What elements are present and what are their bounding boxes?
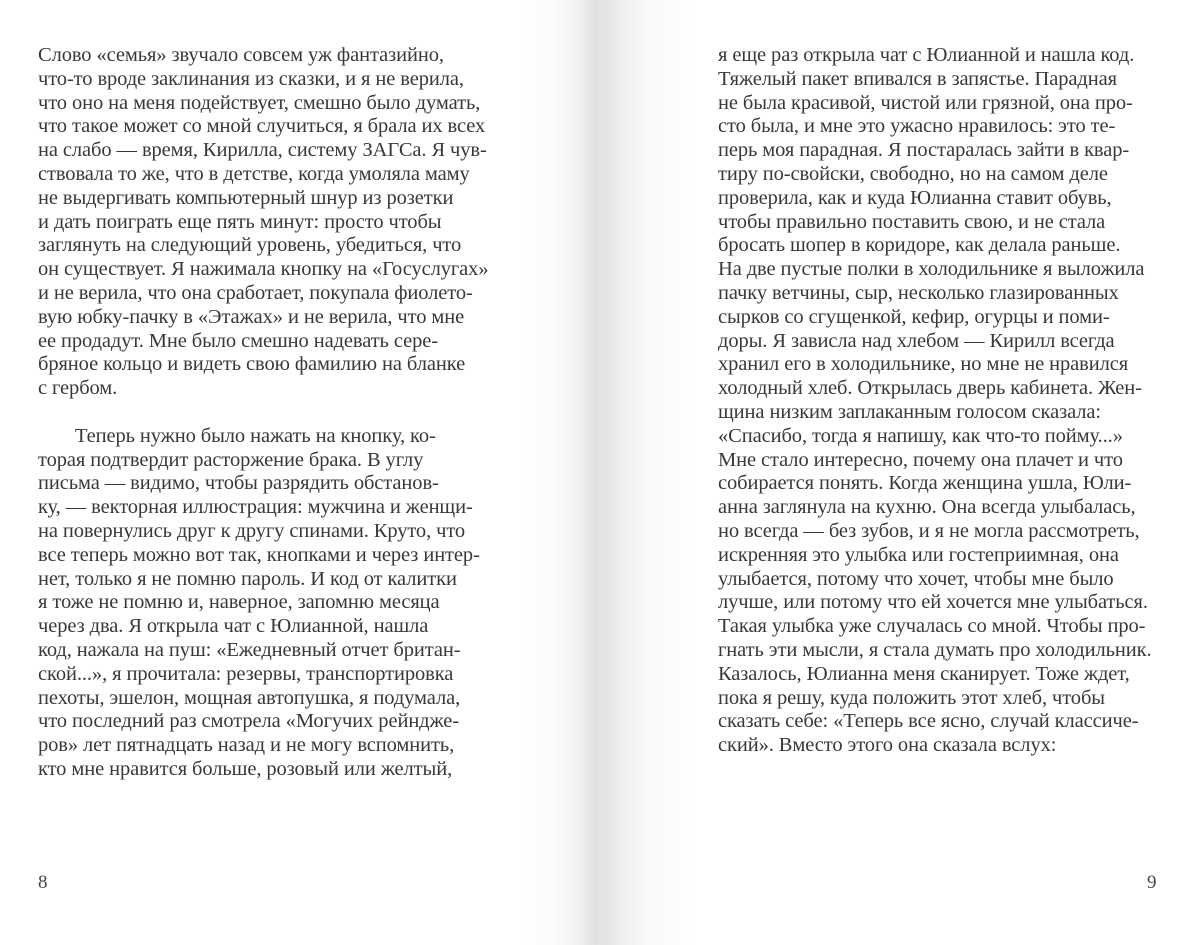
text-line: нет, только я не помню пароль. И код от калитки — [38, 567, 457, 590]
left-page-paragraph-1 — [38, 44, 508, 401]
text-line: письма — видимо, чтобы разрядить обстанов- — [38, 472, 439, 495]
text-line: доры. Я зависла над хлебом — Кирилл всегда — [718, 329, 1115, 352]
text-line: хранил его в холодильнике, но мне не нравился — [718, 353, 1129, 376]
text-line: На две пустые полки в холодильнике я выложила — [718, 258, 1145, 281]
text-line: искренняя это улыбка или гостеприимная, она — [718, 543, 1119, 566]
text-line: заглянуть на следующий уровень, убедиться, что — [38, 234, 462, 257]
text-line: перь моя парадная. Я постаралась зайти в квар- — [718, 139, 1130, 162]
text-line: что последний раз смотрела «Могучих рейндже- — [38, 710, 460, 733]
text-line: и дать поиграть еще пять минут: просто чтобы — [38, 210, 442, 233]
text-line: он существует. Я нажимала кнопку на «Госуслугах» — [38, 258, 489, 281]
text-line: Теперь нужно было нажать на кнопку, ко- — [75, 424, 436, 447]
text-line: через два. Я открыла чат с Юлианной, нашла — [38, 615, 429, 638]
text-line: что-то вроде заклинания из сказки, и я не верила, — [38, 67, 464, 90]
text-line: ской...», я прочитала: резервы, транспортировка — [38, 662, 454, 685]
left-page-text — [38, 44, 508, 782]
text-line: я еще раз открыла чат с Юлианной и нашла код. — [718, 44, 1135, 66]
text-line: торая подтвердит расторжение брака. В углу — [38, 448, 424, 471]
text-line: сырков со сгущенкой, кефир, огурцы и поми- — [718, 305, 1110, 328]
text-line: холодный хлеб. Открылась дверь кабинета. Жен- — [718, 377, 1142, 400]
left-page-paragraph-2 — [38, 425, 508, 782]
text-line: Тяжелый пакет впивался в запястье. Парадная — [718, 67, 1117, 90]
text-line: собирается понять. Когда женщина ушла, Юли- — [718, 472, 1132, 495]
text-line: пока я решу, куда положить этот хлеб, чтобы — [718, 686, 1105, 709]
text-line: на повернулись друг к другу спинами. Круто, что — [38, 519, 466, 542]
text-line: не выдергивать компьютерный шнур из розетки — [38, 186, 454, 209]
text-line: Такая улыбка уже случалась со мной. Чтобы про- — [718, 615, 1146, 638]
text-line: анна заглянула на кухню. Она всегда улыбалась, — [718, 496, 1136, 519]
text-line: Мне стало интересно, почему она плачет и что — [718, 448, 1123, 471]
text-line: сто была, и мне это ужасно нравилось: это те- — [718, 115, 1116, 138]
right-page-paragraph-1 — [718, 44, 1180, 758]
text-line: пачку ветчины, сыр, несколько глазированных — [718, 281, 1119, 304]
book-gutter-shadow — [522, 0, 700, 945]
text-line: не была красивой, чистой или грязной, она про- — [718, 91, 1133, 114]
text-line: что оно на меня подействует, смешно было думать, — [38, 91, 481, 114]
text-line: ский». Вместо этого она сказала вслух: — [718, 734, 1057, 757]
text-line: все теперь можно вот так, кнопками и через интер- — [38, 543, 480, 566]
text-line: Слово «семья» звучало совсем уж фантазийно, — [38, 44, 444, 66]
text-line: сказать себе: «Теперь все ясно, случай классиче- — [718, 710, 1139, 733]
text-line: тиру по-свойски, свободно, но на самом деле — [718, 162, 1108, 185]
text-line: на слабо — время, Кирилла, систему ЗАГСа. Я чув- — [38, 139, 487, 162]
text-line: ствовала то же, что в детстве, когда умоляла маму — [38, 162, 470, 185]
text-line: ее продадут. Мне было смешно надевать сере- — [38, 329, 438, 352]
text-line: с гербом. — [38, 377, 118, 400]
text-line: гнать эти мысли, я стала думать про холодильник. — [718, 638, 1152, 661]
text-line: кто мне нравится больше, розовый или желтый, — [38, 757, 453, 780]
text-line: вую юбку-пачку в «Этажах» и не верила, что мне — [38, 305, 465, 328]
text-line: ров» лет пятнадцать назад и не могу вспомнить, — [38, 734, 455, 757]
text-line: лучше, или потому что ей хочется мне улыбаться. — [718, 591, 1148, 614]
left-page-number: 8 — [38, 872, 48, 893]
text-line: но всегда — без зубов, и я не могла рассмотреть, — [718, 519, 1140, 542]
text-line: улыбается, потому что хочет, чтобы мне было — [718, 567, 1114, 590]
text-line: чтобы правильно поставить свою, и не стала — [718, 210, 1106, 233]
right-page-number: 9 — [1147, 872, 1157, 893]
text-line: пехоты, эшелон, мощная автопушка, я подумала, — [38, 686, 461, 709]
text-line: «Спасибо, тогда я напишу, как что-то пойму...» — [718, 424, 1123, 447]
text-line: бряное кольцо и видеть свою фамилию на бланке — [38, 353, 466, 376]
text-line: и не верила, что она сработает, покупала фиолето- — [38, 281, 473, 304]
right-page-text — [718, 44, 1180, 758]
text-line: что такое может со мной случиться, я брала их всех — [38, 115, 486, 138]
text-line: ку, — векторная иллюстрация: мужчина и женщи- — [38, 496, 473, 519]
text-line: Казалось, Юлианна меня сканирует. Тоже ждет, — [718, 662, 1130, 685]
text-line: щина низким заплаканным голосом сказала: — [718, 400, 1101, 423]
text-line: код, нажала на пуш: «Ежедневный отчет британ- — [38, 638, 461, 661]
text-line: бросать шопер в коридоре, как делала раньше. — [718, 234, 1121, 257]
text-line: проверила, как и куда Юлианна ставит обувь, — [718, 186, 1112, 209]
text-line: я тоже не помню и, наверное, запомню месяца — [38, 591, 440, 614]
